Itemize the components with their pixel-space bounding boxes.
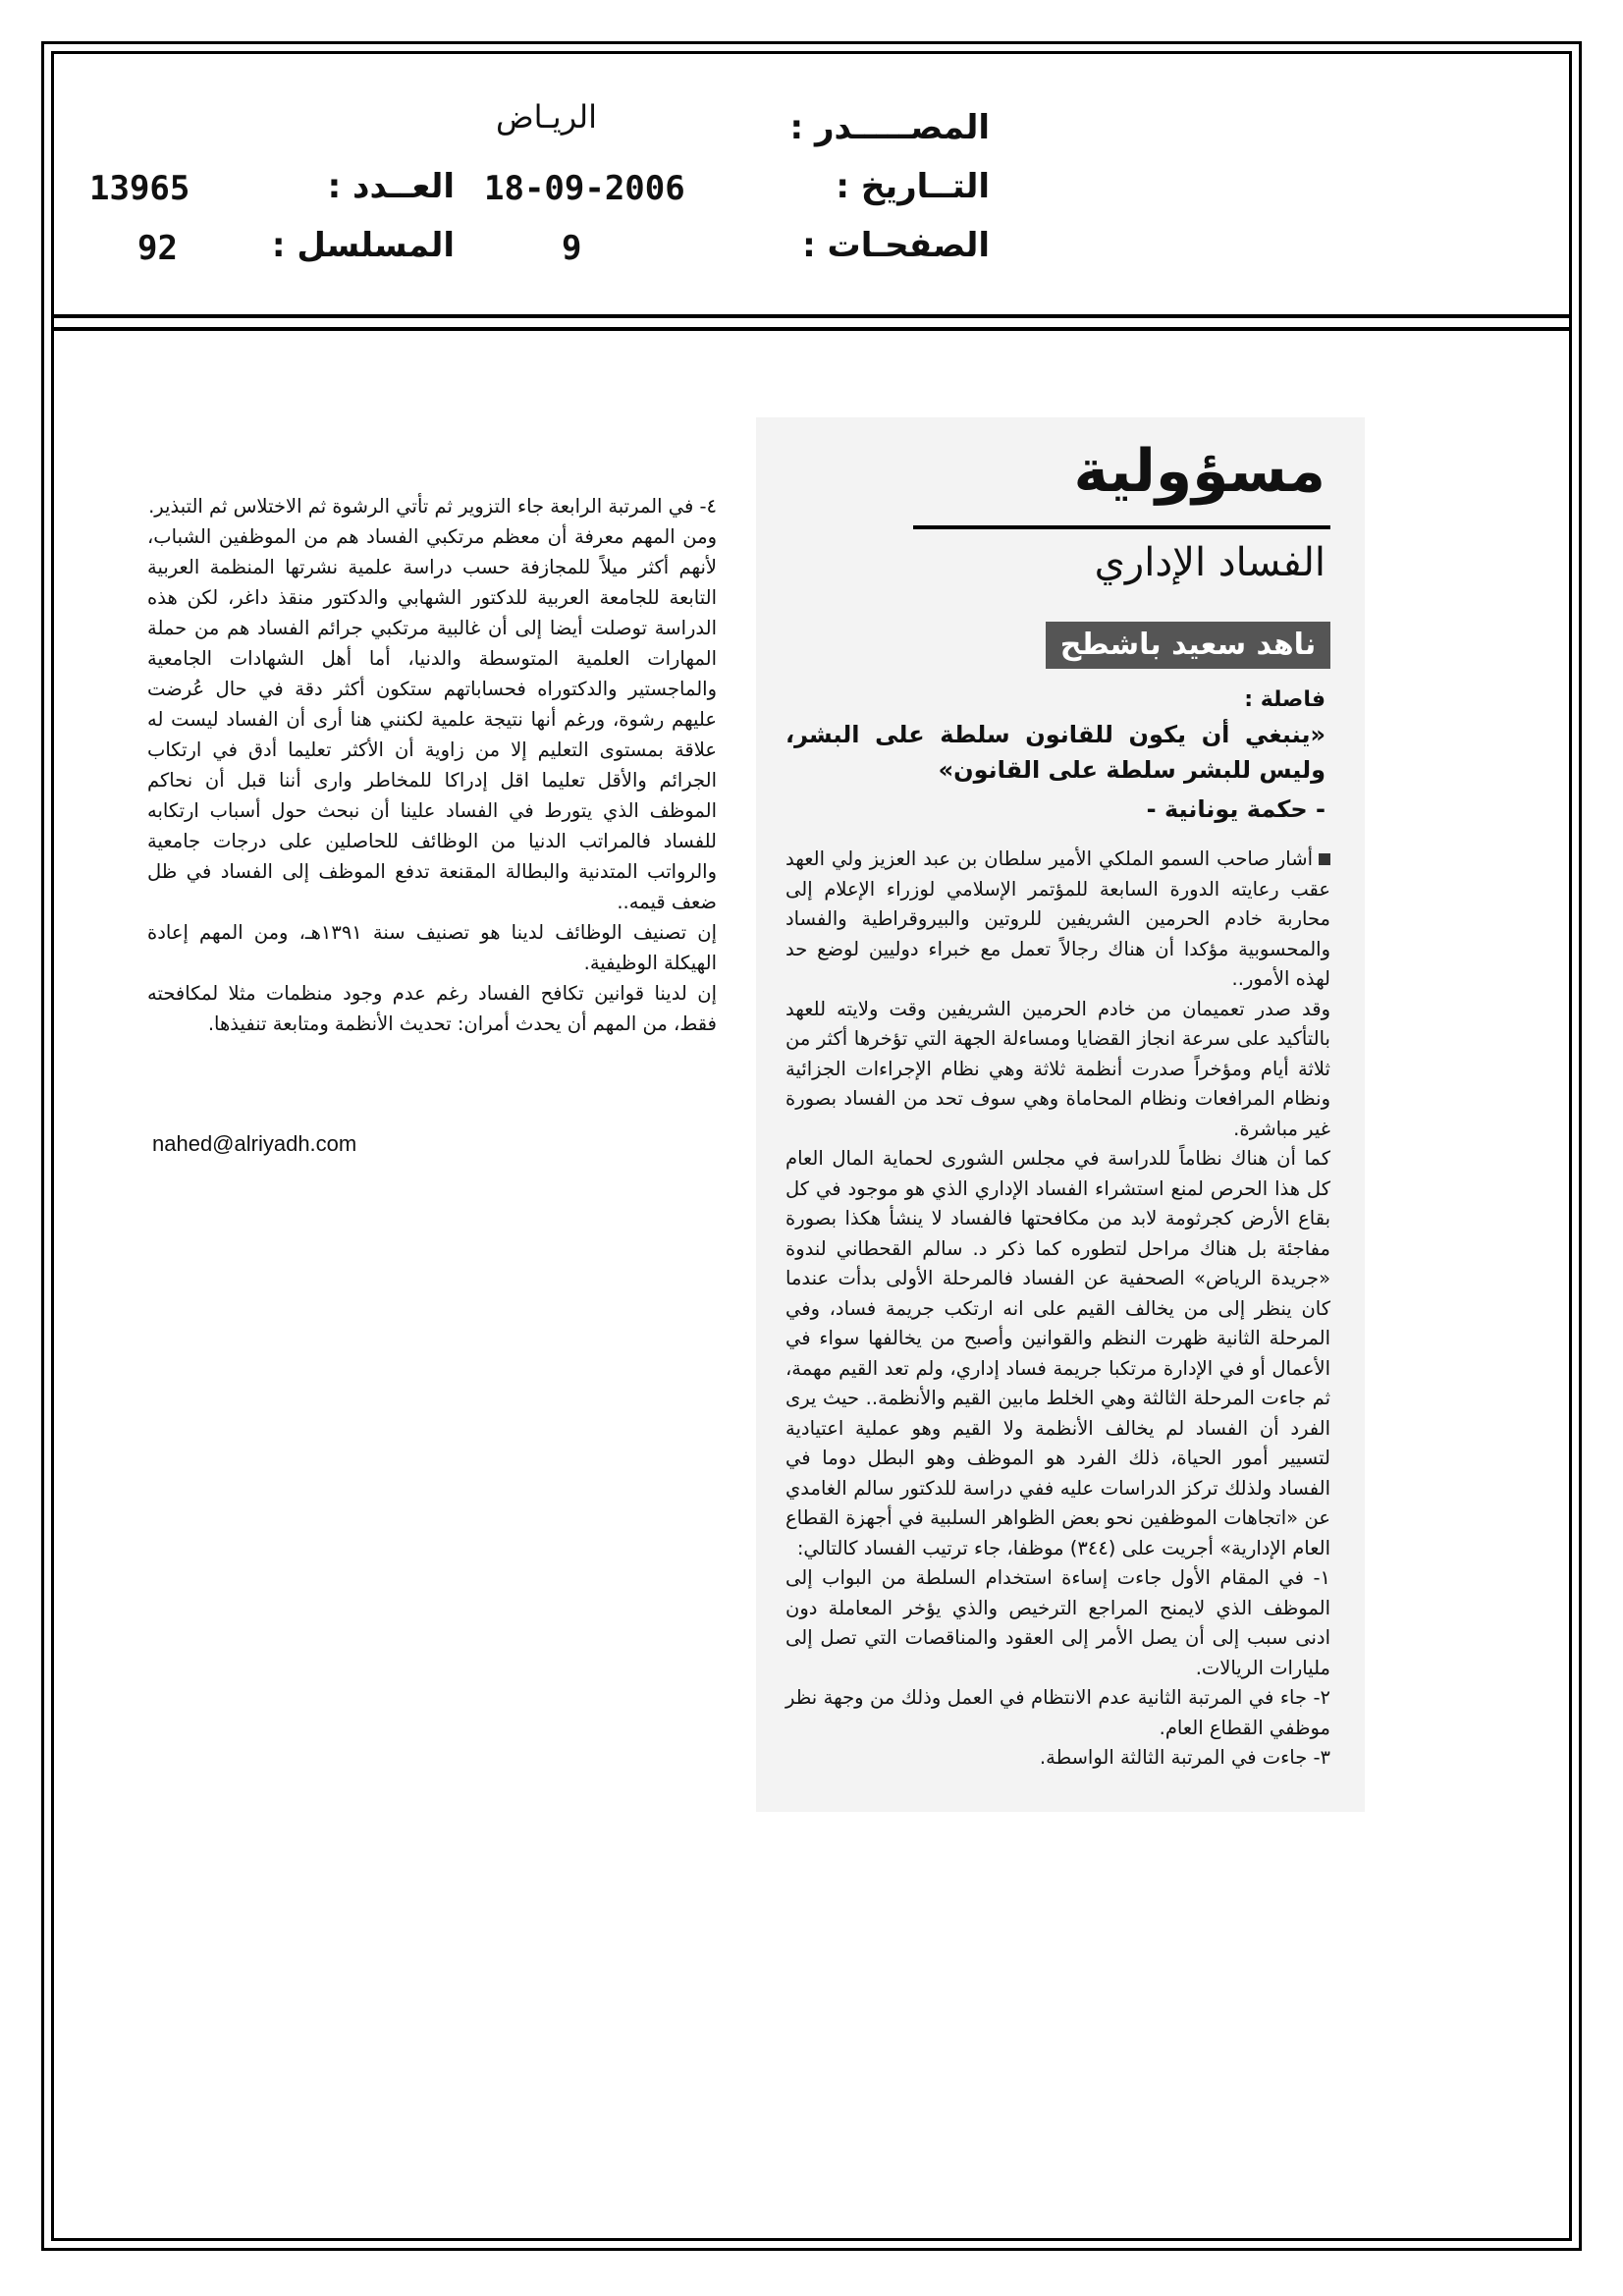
paragraph: كما أن هناك نظاماً للدراسة في مجلس الشورى لحماية المال العام كل هذا الحرص لمنع استشراء الفساد الإداري الذي هو موجود في كل بقاع الأرض كجرثومة لابد من مكافحتها فالفساد لا ينشأ هكذا بصورة مفاجئة بل هناك مراحل لتطوره كما ذكر د. سالم القحطاني لندوة «جريدة الرياض» الصحفية عن الفساد فالمرحلة الأولى بدأت عندما كان ينظر إلى من يخالف القيم على انه ارتكب جريمة فساد، وفي المرحلة الثانية ظهرت النظم والقوانين وأصبح من يخالفها سواء في الأعمال أو في الإدارة مرتكبا جريمة فساد إداري، ولم تعد القيم مهمة، ثم جاءت المرحلة الثالثة وهي الخلط مابين القيم والأنظمة.. حيث يرى الفرد أن الفساد لم يخالف الأنظمة ولا القيم وهو عملية اعتيادية لتسيير أمور الحياة، ذلك الفرد هو الموظف وهو البطل دوما في الفساد ولذلك تركز الدراسات عليه ففي دراسة للدكتور سالم الغامدي عن «اتجاهات الموظفين نحو بعض الظواهر السلبية في أجهزة القطاع العام الإدارية» أجريت على (٣٤٤) موظفا، جاء ترتيب الفساد كالتالي: — [785, 1147, 1330, 1559]
article-body-left — [147, 491, 717, 1039]
serial-label: المسلسل : — [271, 226, 455, 265]
article-right-column — [756, 417, 1365, 1812]
pages-label: الصفحـات : — [802, 226, 990, 265]
clipping-header — [54, 54, 1569, 314]
article-left-column — [147, 491, 717, 1198]
quote-label: فاصلة : — [1244, 687, 1325, 712]
paragraph: ومن المهم معرفة أن معظم مرتكبي الفساد هم من الموظفين الشباب، لأنهم أكثر ميلاً للمجازفة حسب دراسة علمية نشرتها المنظمة العربية التابعة للجامعة العربية للدكتور الشهابي والدكتور منقذ داغر، لكن هذه الدراسة توصلت أيضا إلى أن غالبية مرتكبي جرائم الفساد هم من حملة المهارات العلمية المتوسطة والدنيا، أما أهل الشهادات الجامعية والماجستير والدكتوراه فحساباتهم ستكون أكثر دقة في حال عُرضت عليهم رشوة، ورغم أنها نتيجة علمية لكنني هنا أرى أن الفساد ليست له علاقة بمستوى التعليم إلا من زاوية أن الأكثر تعليما أدق في ارتكاب الجرائم والأقل تعليما اقل إدراكا للمخاطر وارى أننا قبل أن نحاكم الموظف الذي يتورط في الفساد علينا أن نبحث حول أسباب ارتكابه للفساد فالمراتب الدنيا من الوظائف للحاصلين على درجات جامعية والرواتب المتدنية والبطالة المقنعة تدفع الموظف إلى الفساد في ظل ضعف قيمه.. — [147, 525, 717, 913]
issue-label: العــدد : — [327, 167, 455, 206]
author-name: ناهد سعيد باشطح — [1046, 622, 1330, 669]
pages-value: 9 — [562, 229, 582, 268]
square-bullet-icon — [1319, 853, 1330, 865]
quote-text: «ينبغي أن يكون للقانون سلطة على البشر، وليس للبشر سلطة على القانون» — [785, 721, 1325, 784]
author-email: nahed@alriyadh.com — [152, 1131, 357, 1156]
date-value: 18-09-2006 — [484, 169, 685, 208]
column-title: مسؤولية — [1073, 437, 1325, 506]
issue-value: 13965 — [89, 169, 190, 208]
paragraph: ١- في المقام الأول جاءت إساءة استخدام السلطة من البواب إلى الموظف الذي لايمنح المراجع الترخيص والذي يؤخر المعاملة دون ادنى سبب إلى أن يصل الأمر إلى العقود والمناقصات التي تصل إلى مليارات الريالات. — [785, 1566, 1330, 1679]
source-label: المصـــــدر : — [789, 108, 990, 147]
quote-source: - حكمة يونانية - — [1146, 795, 1325, 823]
serial-value: 92 — [137, 229, 178, 268]
paragraph: أشار صاحب السمو الملكي الأمير سلطان بن عبد العزيز ولي العهد عقب رعايته الدورة السابعة للمؤتمر الإسلامي لوزراء الإعلام إلى محاربة خادم الحرمين الشريفين للروتين والبيروقراطية والفساد والمحسوبية مؤكدا أن هناك رجالاً تعمل مع خبراء دوليين لوضع حد لهذه الأمور.. — [785, 847, 1330, 990]
source-value: الريـاض — [495, 98, 597, 136]
paragraph: ٣- جاءت في المرتبة الثالثة الواسطة. — [1039, 1746, 1330, 1769]
title-rule — [913, 525, 1330, 529]
header-divider-top — [51, 314, 1572, 318]
paragraph: ٤- في المرتبة الرابعة جاء التزوير ثم تأتي الرشوة ثم الاختلاس ثم التبذير. — [148, 495, 717, 518]
paragraph: ٢- جاء في المرتبة الثانية عدم الانتظام في العمل وذلك من وجهة نظر موظفي القطاع العام. — [785, 1686, 1330, 1739]
paragraph: وقد صدر تعميمان من خادم الحرمين الشريفين وقت ولايته للعهد بالتأكيد على سرعة انجاز القضايا ومساءلة الجهة التي تؤخرها أكثر من ثلاثة أيام ومؤخراً صدرت أنظمة ثلاثة وهي نظام الإجراءات الجزائية ونظام المرافعات ونظام المحاماة وهي سوف تحد من الفساد بصورة غير مباشرة. — [785, 997, 1330, 1140]
paragraph: إن تصنيف الوظائف لدينا هو تصنيف سنة ١٣٩١هـ، ومن المهم إعادة الهيكلة الوظيفية. — [147, 921, 717, 974]
header-divider-bottom — [51, 327, 1572, 331]
date-label: التــاريخ : — [836, 167, 990, 206]
headline: الفساد الإداري — [1094, 540, 1325, 585]
paragraph: إن لدينا قوانين تكافح الفساد رغم عدم وجود منظمات مثلا لمكافحته فقط، من المهم أن يحدث أمران: تحديث الأنظمة ومتابعة تنفيذها. — [147, 982, 717, 1035]
article-body-right — [785, 845, 1330, 1774]
